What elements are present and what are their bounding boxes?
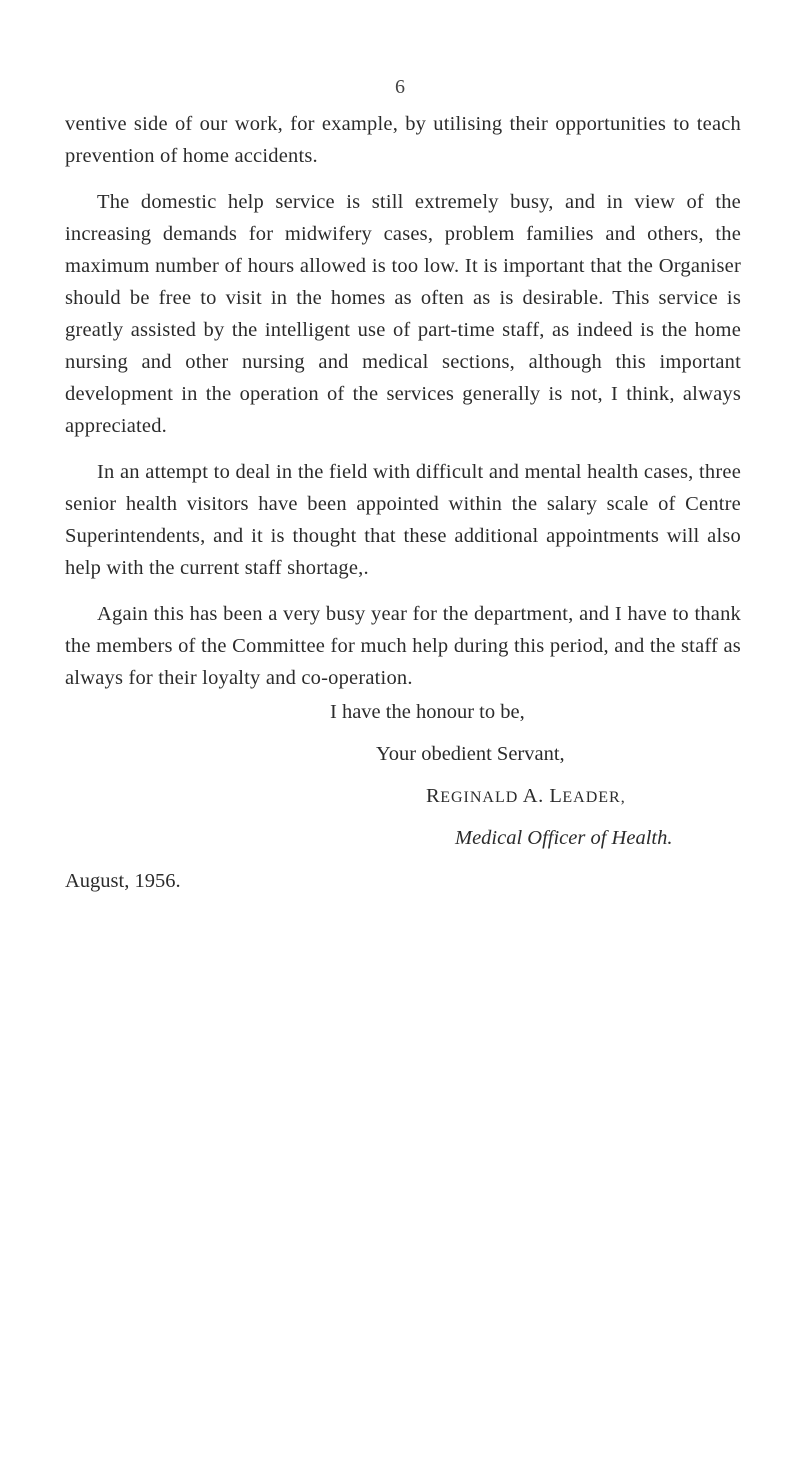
closing-servant: Your obedient Servant,	[376, 743, 565, 765]
name-rest-first: EGINALD	[440, 789, 519, 806]
paragraph-thanks: Again this has been a very busy year for the department, and I have to thank the members of the Committee for much help during this period, and the staff as always for their loyalty and co-operation.	[65, 603, 741, 689]
letter-date: August, 1956.	[65, 870, 181, 892]
name-middle: A.	[518, 785, 550, 807]
name-initial-last: L	[549, 785, 563, 807]
paragraph-domestic-help: The domestic help service is still extremely busy, and in view of the increasing demands for midwifery cases, problem families and others, the maximum number of hours allowed is too low. It is important that the Organiser should be free to visit in the homes as often as is desirable. This service is greatly assisted by the intelligent use of part-time staff, as indeed is the home nursing and other nursing and medical sections, although this important development in the operation of the services generally is not, I think, always appreciated.	[65, 191, 741, 437]
name-rest-last: EADER,	[562, 789, 626, 806]
signatory-name	[426, 780, 626, 814]
page-number: 6	[395, 76, 405, 98]
paragraph-health-visitors: In an attempt to deal in the field with difficult and mental health cases, three senior health visitors have been appointed within the salary scale of Centre Superintendents, and it is thought that these additional appointments will also help with the current staff shortage,.	[65, 461, 741, 579]
report-body	[65, 108, 741, 708]
signatory-title: Medical Officer of Health.	[455, 827, 673, 849]
paragraph-continuation: ventive side of our work, for example, by utilising their opportunities to teach prevention of home accidents.	[65, 113, 741, 167]
name-initial-first: R	[426, 785, 441, 807]
closing-honour: I have the honour to be,	[330, 701, 525, 723]
